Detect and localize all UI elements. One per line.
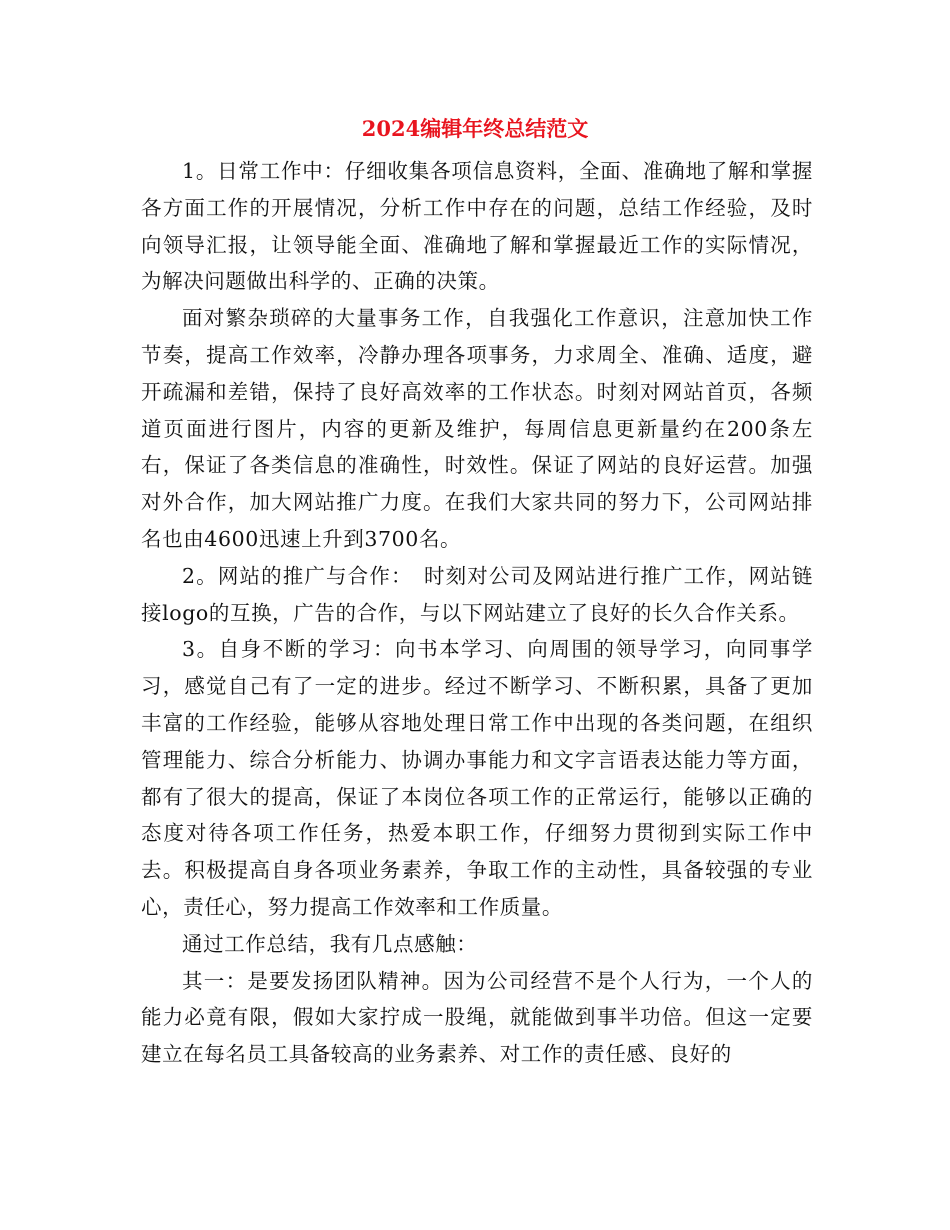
paragraph-team-spirit: 其一：是要发扬团队精神。因为公司经营不是个人行为，一个人的能力必竟有限，假如大家拧成一股绳，就能做到事半功倍。但这一定要建立在每名员工具备较高的业务素养、对工作的责任感、良好的 <box>141 968 813 1067</box>
paragraph-self-learning: 3。自身不断的学习：向书本学习、向周围的领导学习，向同事学习，感觉自己有了一定的进步。经过不断学习、不断积累，具备了更加丰富的工作经验，能够从容地处理日常工作中出现的各类问题，在组织管理能力、综合分析能力、协调办事能力和文字言语表达能力等方面，都有了很大的提高，保证了本岗位各项工作的正常运行，能够以正确的态度对待各项工作任务，热爱本职工作，仔细努力贯彻到实际工作中去。积极提高自身各项业务素养，争取工作的主动性，具备较强的专业心，责任心，努力提高工作效率和工作质量。 <box>141 637 813 919</box>
paragraph-daily-work: 1。日常工作中：仔细收集各项信息资料，全面、准确地了解和掌握各方面工作的开展情况，分析工作中存在的问题，总结工作经验，及时向领导汇报，让领导能全面、准确地了解和掌握最近工作的实际情况，为解决问题做出科学的、正确的决策。 <box>141 159 813 294</box>
paragraph-affairs-website: 面对繁杂琐碎的大量事务工作，自我强化工作意识，注意加快工作节奏，提高工作效率，冷静办理各项事务，力求周全、准确、适度，避开疏漏和差错，保持了良好高效率的工作状态。时刻对网站首页，各频道页面进行图片，内容的更新及维护，每周信息更新量约在200条左右，保证了各类信息的准确性，时效性。保证了网站的良好运营。加强对外合作，加大网站推广力度。在我们大家共同的努力下，公司网站排名也由4600迅速上升到3700名。 <box>141 306 813 551</box>
paragraph-reflections-intro: 通过工作总结，我有几点感触： <box>182 931 478 956</box>
paragraph-promotion: 2。网站的推广与合作： 时刻对公司及网站进行推广工作，网站链接logo的互换，广告的合作，与以下网站建立了良好的长久合作关系。 <box>141 563 813 625</box>
document-title: 2024编辑年终总结范文 <box>361 116 589 141</box>
document-body <box>141 153 813 1073</box>
